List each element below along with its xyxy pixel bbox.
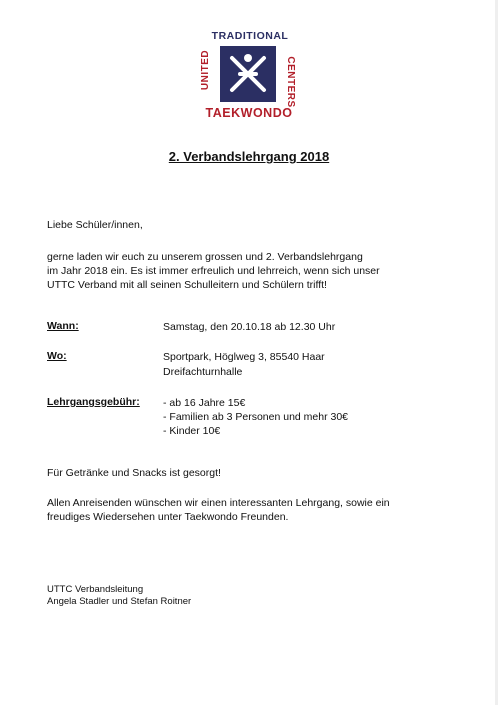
where-line-1: Sportpark, Höglweg 3, 85540 Haar: [163, 351, 325, 363]
fee-line-1: - ab 16 Jahre 15€: [163, 397, 246, 409]
logo-text-bottom: TAEKWONDO: [205, 106, 293, 120]
when-label: Wann:: [47, 320, 79, 332]
fee-line-3: - Kinder 10€: [163, 425, 221, 437]
logo-text-top: TRADITIONAL: [211, 30, 289, 42]
when-value: Samstag, den 20.10.18 ab 12.30 Uhr: [163, 321, 336, 333]
intro-line-1: gerne laden wir euch zu unserem grossen und 2. Verbandslehrgang: [47, 251, 363, 263]
intro-line-2: im Jahr 2018 ein. Es ist immer erfreulich und lehrreich, wenn sich unser: [47, 265, 380, 277]
logo-emblem-icon: [220, 46, 276, 102]
fee-line-2: - Familien ab 3 Personen und mehr 30€: [163, 411, 349, 423]
where-line-2: Dreifachturnhalle: [163, 366, 243, 378]
where-label: Wo:: [47, 350, 67, 362]
wishes-line-2: freudiges Wiedersehen unter Taekwondo Freunden.: [47, 511, 289, 523]
signature-names: Angela Stadler und Stefan Roitner: [47, 596, 192, 607]
greeting: Liebe Schüler/innen,: [47, 219, 143, 231]
signature-org: UTTC Verbandsleitung: [47, 584, 144, 595]
wishes-line-1: Allen Anreisenden wünschen wir einen interessanten Lehrgang, sowie ein: [47, 497, 390, 509]
fee-label: Lehrgangsgebühr:: [47, 396, 140, 408]
uttc-logo: [198, 30, 300, 126]
intro-line-3: UTTC Verband mit all seinen Schulleitern und Schülern trifft!: [47, 279, 327, 291]
logo-text-right: CENTERS: [285, 56, 296, 108]
logo-text-left: UNITED: [200, 49, 211, 91]
document-title: 2. Verbandslehrgang 2018: [168, 149, 330, 164]
snacks-note: Für Getränke und Snacks ist gesorgt!: [47, 467, 221, 479]
